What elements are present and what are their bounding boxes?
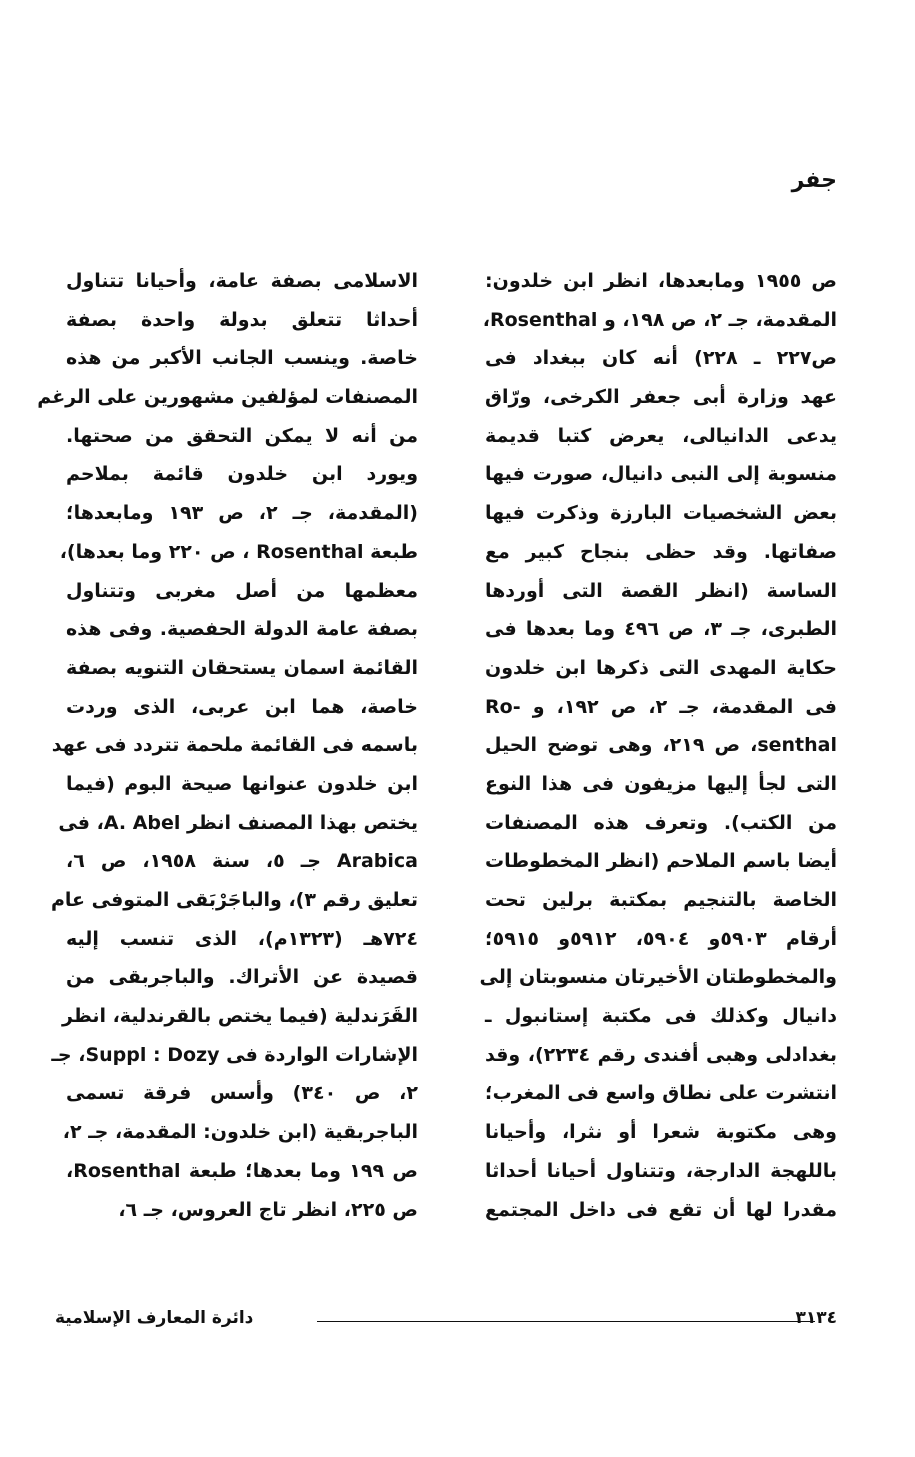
text-line: أحداثا تتعلق بدولة واحدة بصفة: [66, 308, 418, 331]
text-line: من الكتب). وتعرف هذه المصنفات: [485, 811, 837, 834]
text-line: فى المقدمة، جـ ٢، ص ١٩٢، و -Ro: [485, 695, 837, 718]
text-line: منسوبة إلى النبى دانيال، صورت فيها: [485, 463, 837, 486]
text-line: ٧٢٤هـ (١٣٢٣م)، الذى تنسب إليه: [66, 927, 418, 950]
text-line: وهى مكتوبة شعرا أو نثرا، وأحيانا: [485, 1121, 837, 1144]
text-line: ص٢٢٧ ـ ٢٢٨) أنه كان ببغداد فى: [485, 347, 837, 370]
text-line: (المقدمة، جـ ٢، ص ١٩٣ ومابعدها؛: [66, 502, 418, 525]
text-line: معظمها من أصل مغربى وتتناول: [66, 579, 418, 602]
text-line: senthal، ص ٢١٩، وهى توضح الحيل: [485, 734, 837, 757]
text-line: صفاتها. وقد حظى بنجاح كبير مع: [485, 540, 837, 563]
text-line: انتشرت على نطاق واسع فى المغرب؛: [485, 1082, 837, 1105]
text-line: ويورد ابن خلدون قائمة بملاحم: [66, 463, 418, 486]
text-line: بصفة عامة الدولة الحفصية. وفى هذه: [66, 618, 418, 641]
encyclopedia-title: دائرة المعارف الإسلامية: [55, 1308, 254, 1328]
text-column-right: [479, 262, 837, 1229]
page-header-word: جفر: [791, 168, 837, 193]
text-line: Arabica جـ ٥، سنة ١٩٥٨، ص ٦،: [66, 850, 418, 873]
footer-rule: [317, 1321, 815, 1322]
text-line: ابن خلدون عنوانها صيحة البوم (فيما: [66, 772, 418, 795]
text-line: طبعة Rosenthal ، ص ٢٢٠ وما بعدها)،: [59, 540, 418, 563]
text-line: الخاصة بالتنجيم بمكتبة برلين تحت: [485, 889, 837, 911]
text-line: بغدادلى وهبى أفندى رقم ٢٢٣٤)، وقد: [485, 1043, 837, 1066]
text-line: خاصة. وينسب الجانب الأكبر من هذه: [66, 347, 418, 370]
text-line: باللهجة الدارجة، وتتناول أحيانا أحداثا: [485, 1159, 837, 1182]
page-footer: [55, 1308, 837, 1338]
text-line: الباجربقية (ابن خلدون: المقدمة، جـ ٢،: [62, 1121, 418, 1144]
text-line: التى لجأ إليها مزيفون فى هذا النوع: [485, 772, 837, 795]
text-line: الاسلامى بصفة عامة، وأحيانا تتناول: [66, 270, 418, 292]
text-line: الساسة (انظر القصة التى أوردها: [485, 579, 837, 602]
text-line: عهد وزارة أبى جعفر الكرخى، ورّاق: [485, 386, 837, 409]
text-line: دانيال وكذلك فى مكتبة إستانبول ـ: [485, 1005, 837, 1028]
text-line: ص ١٩٩ وما بعدها؛ طبعة Rosenthal،: [66, 1159, 418, 1182]
text-line: أرقام ٥٩٠٣و ٥٩٠٤، ٥٩١٢و ٥٩١٥؛: [485, 927, 837, 950]
text-line: مقدرا لها أن تقع فى داخل المجتمع: [485, 1198, 837, 1221]
text-line: ص ٢٢٥، انظر تاج العروس، جـ ٦،: [118, 1198, 418, 1221]
text-line: باسمه فى القائمة ملحمة تتردد فى عهد: [51, 734, 418, 757]
text-line: الطبرى، جـ ٣، ص ٤٩٦ وما بعدها فى: [485, 618, 837, 641]
text-line: المصنفات لمؤلفين مشهورين على الرغم: [37, 386, 418, 409]
text-line: يدعى الدانيالى، يعرض كتبا قديمة: [485, 424, 837, 447]
text-line: المقدمة، جـ ٢، ص ١٩٨، و Rosenthal،: [482, 308, 837, 331]
text-line: خاصة، هما ابن عربى، الذى وردت: [66, 695, 418, 718]
text-line: يختص بهذا المصنف انظر A. Abel، فى: [58, 811, 418, 834]
text-line: القَرَندلية (فيما يختص بالقرندلية، انظر: [62, 1005, 418, 1028]
text-line: القائمة اسمان يستحقان التنويه بصفة: [66, 656, 418, 679]
page-number: ٣١٣٤: [795, 1308, 837, 1328]
text-line: حكاية المهدى التى ذكرها ابن خلدون: [485, 656, 837, 679]
text-line: ٢، ص ٣٤٠) وأسس فرقة تسمى: [66, 1082, 419, 1105]
text-line: تعليق رقم ٣)، والباجَرْبَقى المتوفى عام: [50, 889, 418, 911]
text-line: الإشارات الواردة فى Suppl : Dozy، جـ: [51, 1043, 418, 1066]
text-line: أيضا باسم الملاحم (انظر المخطوطات: [485, 850, 837, 873]
text-column-left: [37, 262, 419, 1229]
text-line: والمخطوطتان الأخيرتان منسوبتان إلى: [479, 966, 837, 989]
text-line: قصيدة عن الأتراك. والباجربقى من: [66, 966, 418, 989]
text-line: ص ١٩٥٥ ومابعدها، انظر ابن خلدون:: [485, 270, 837, 292]
text-line: من أنه لا يمكن التحقق من صحتها.: [66, 424, 418, 447]
text-line: بعض الشخصيات البارزة وذكرت فيها: [485, 502, 837, 525]
